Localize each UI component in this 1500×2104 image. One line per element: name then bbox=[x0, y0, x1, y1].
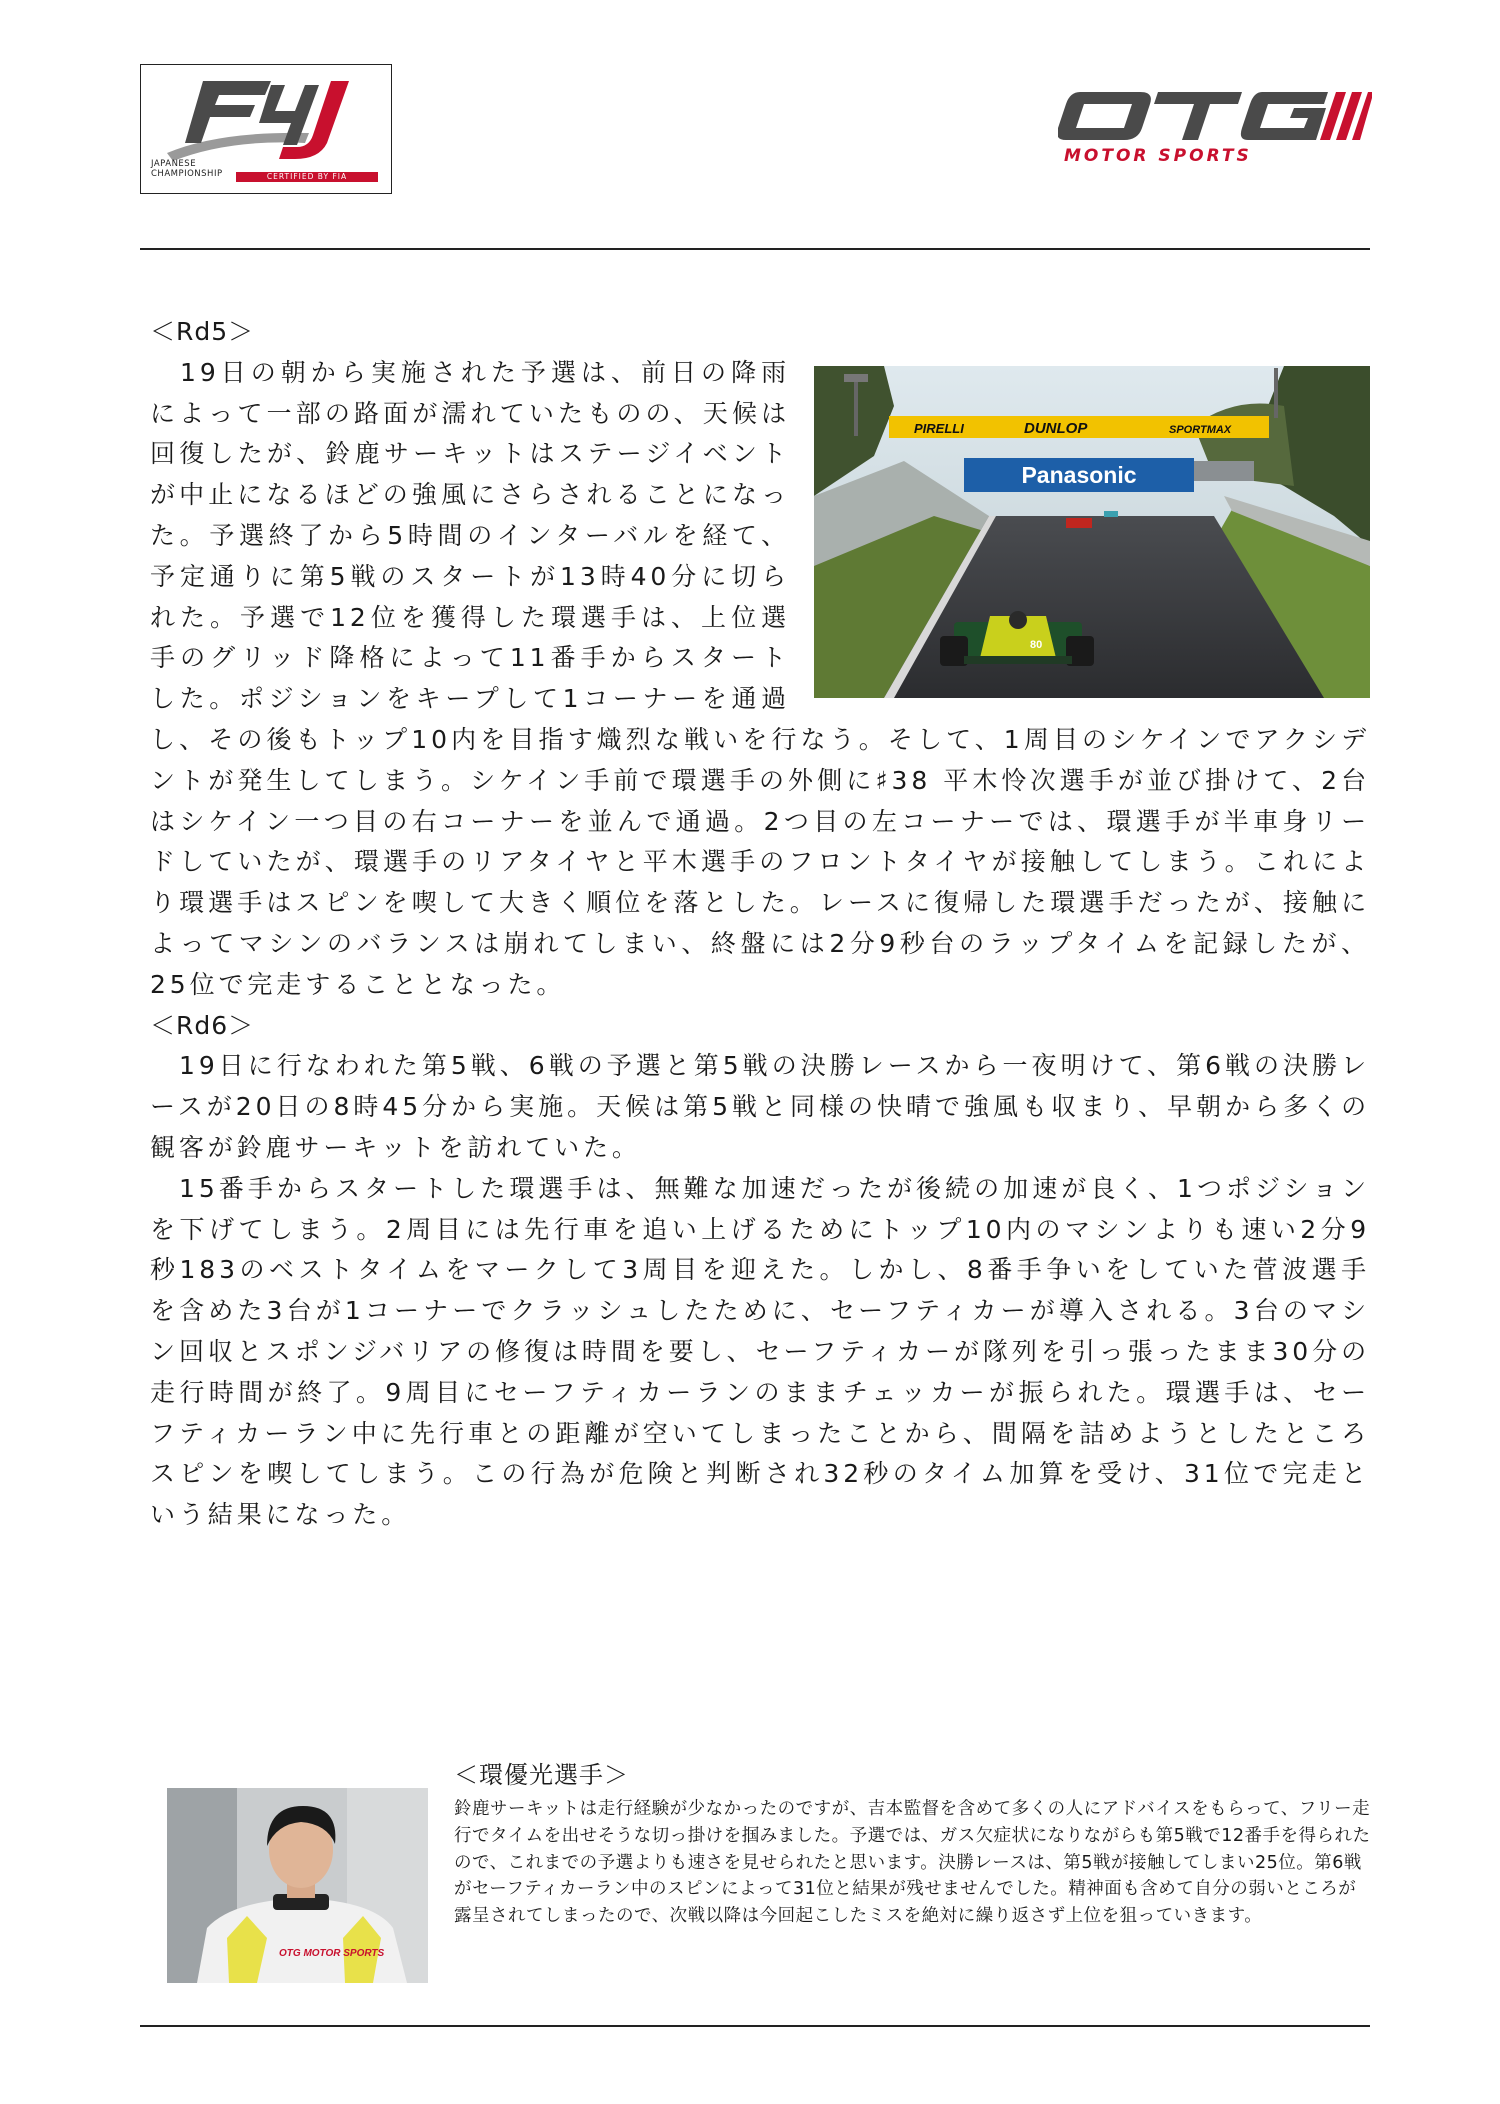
header-divider bbox=[140, 248, 1370, 250]
race-photo bbox=[814, 366, 1370, 698]
f4-logo-text bbox=[151, 159, 223, 179]
otg-motorsports-logo bbox=[1058, 88, 1372, 178]
driver-comment-title: ＜環優光選手＞ bbox=[454, 1761, 629, 1789]
article-body bbox=[150, 312, 1370, 1536]
driver-portrait-icon bbox=[167, 1788, 428, 1983]
banner-left-text: PIRELLI bbox=[914, 421, 964, 436]
panasonic-sign-text: Panasonic bbox=[1021, 462, 1137, 488]
f4-logo-line2: CHAMPIONSHIP bbox=[151, 169, 223, 179]
rd6-paragraph-1: 19日に行なわれた第5戦、6戦の予選と第5戦の決勝レースから一夜明けて、第6戦の決勝レースが20日の8時45分から実施。天候は第5戦と同様の快晴で強風も収まり、早朝から多くの観客が鈴鹿サーキットを訪れていた。 bbox=[150, 1051, 1370, 1162]
rd6-paragraph-2: 15番手からスタートした環選手は、無難な加速だったが後続の加速が良く、1つポジションを下げてしまう。2周目には先行車を追い上げるためにトップ10内のマシンよりも速い2分9秒183のベストタイムをマークして3周目を迎えた。しかし、8番手争いをしていた菅波選手を含めた3台が1コーナーでクラッシュしたために、セーフティカーが導入される。3台のマシン回収とスポンジバリアの修復は時間を要し、セーフティカーが隊列を引っ張ったまま30分の走行時間が終了。9周目にセーフティカーランのままチェッカーが振られた。環選手は、セーフティカーラン中に先行車との距離が空いてしまったことから、間隔を詰めようとしたところスピンを喫してしまう。この行為が危険と判断され32秒のタイム加算を受け、31位で完走という結果になった。 bbox=[150, 1173, 1370, 1530]
rd5-label: ＜Rd5＞ bbox=[150, 317, 255, 346]
otg-mark-icon bbox=[1058, 88, 1372, 146]
certified-by-fia-badge: CERTIFIED BY FIA bbox=[236, 172, 378, 182]
car-number-text: 80 bbox=[1030, 639, 1043, 651]
rd5-paragraph: 19日の朝から実施された予選は、前日の降雨によって一部の路面が濡れていたものの、天候は回復したが、鈴鹿サーキットはステージイベントが中止になるほどの強風にさらされることになった。予選終了から5時間のインターバルを経て、予定通りに第5戦のスタートが13時40分に切られた。予選で12位を獲得した環選手は、上位選手のグリッド降格によって11番手からスタートした。ポジションをキープして1コーナーを通過し、その後もトップ10内を目指す熾烈な戦いを行なう。そして、1周目のシケインでアクシデントが発生してしまう。シケイン手前で環選手の外側に♯38 平木怜次選手が並び掛けて、2台はシケイン一つ目の右コーナーを並んで通過。2つ目の左コーナーでは、環選手が半車身リードしていたが、環選手のリアタイヤと平木選手のフロントタイヤが接触してしまう。これにより環選手はスピンを喫して大きく順位を落とした。レースに復帰した環選手だったが、接触によってマシンのバランスは崩れてしまい、終盤には2分9秒台のラップタイムを記録したが、25位で完走することとなった。 bbox=[150, 357, 1370, 999]
driver-comment-text: 鈴鹿サーキットは走行経験が少なかったのですが、吉本監督を含めて多くの人にアドバイスをもらって、フリー走行でタイムを出せそうな切っ掛けを掴みました。予選では、ガス欠症状になりながらも第5戦で12番手を得られたので、これまでの予選よりも速さを見せられたと思います。決勝レースは、第5戦が接触してしまい25位。第6戦がセーフティカーラン中のスピンによって31位と結果が残せませんでした。精神面も含めて自分の弱いところが露呈されてしまったので、次戦以降は今回起こしたミスを絶対に繰り返さず上位を狙っていきます。 bbox=[454, 1799, 1371, 1927]
f4-championship-logo bbox=[140, 64, 392, 194]
rd6-label: ＜Rd6＞ bbox=[150, 1010, 255, 1040]
driver-photo bbox=[167, 1788, 428, 1983]
f4-mark-icon bbox=[159, 73, 373, 165]
banner-right-text: SPORTMAX bbox=[1169, 424, 1232, 436]
f4-logo-line1: JAPANESE bbox=[151, 159, 197, 169]
banner-center-text: DUNLOP bbox=[1024, 420, 1088, 437]
otg-logo-subtitle: MOTOR SPORTS bbox=[1064, 146, 1252, 166]
driver-suit-text: OTG MOTOR SPORTS bbox=[279, 1948, 385, 1959]
footer-divider bbox=[140, 2025, 1370, 2027]
suzuka-race-photo-icon bbox=[814, 366, 1370, 698]
